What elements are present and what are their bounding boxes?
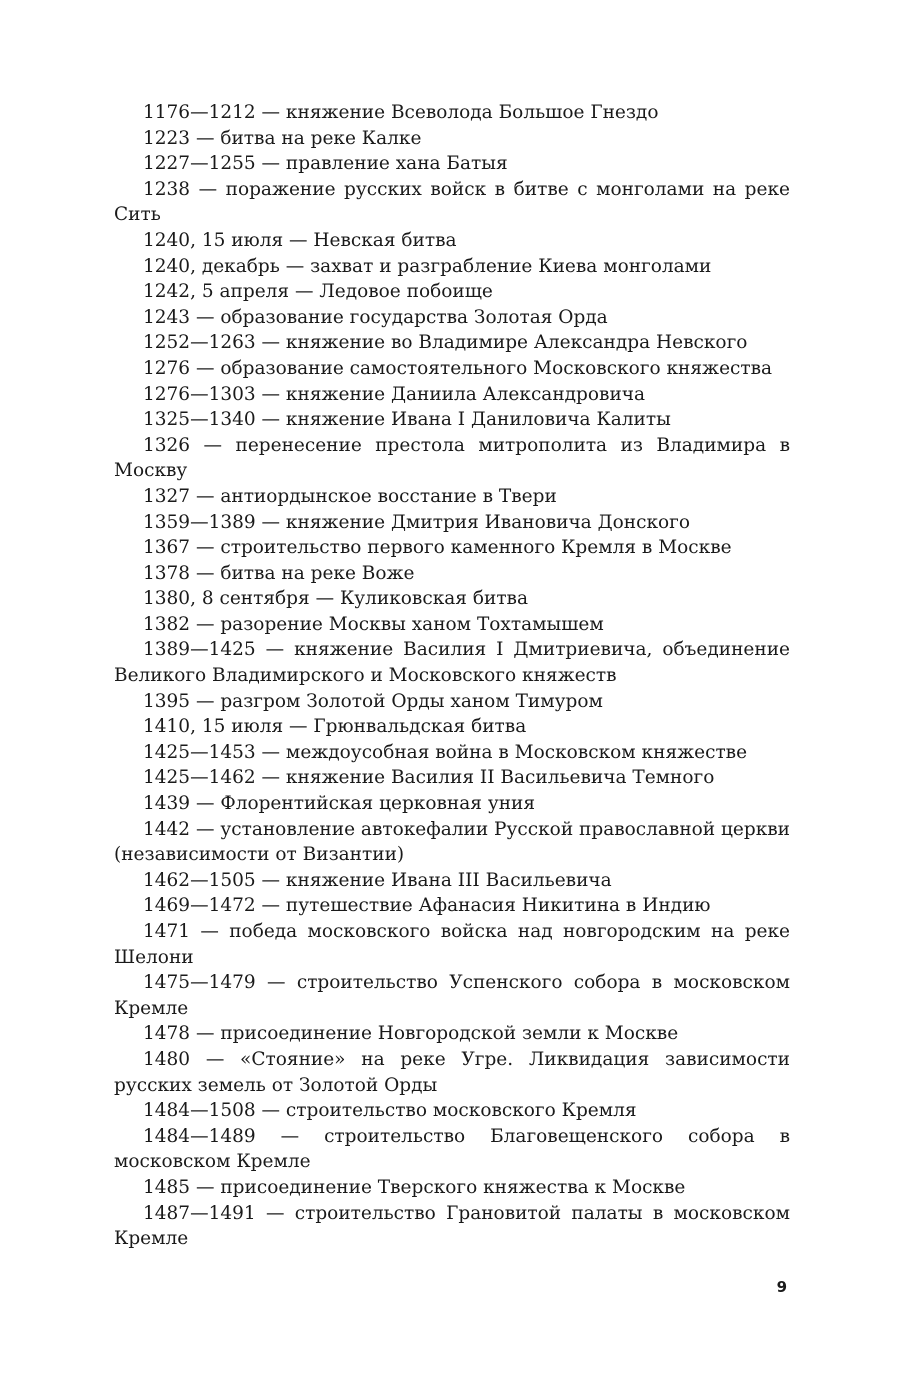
chronology-entry: 1240, декабрь — захват и разграбление Киева монголами [143, 255, 712, 277]
chronology-list [114, 100, 790, 1252]
chronology-entry: 1227—1255 — правление хана Батыя [143, 153, 508, 175]
chronology-entry: 1276—1303 — княжение Даниила Александровича [143, 383, 646, 405]
chronology-entry: 1223 — битва на реке Калке [143, 127, 422, 149]
chronology-entry: 1471 — победа московского войска над новгородским на реке Шелони [114, 921, 790, 968]
chronology-entry: 1484—1508 — строительство московского Кремля [143, 1100, 637, 1122]
chronology-entry: 1243 — образование государства Золотая Орда [143, 306, 608, 328]
chronology-entry: 1439 — Флорентийская церковная уния [143, 793, 536, 815]
chronology-entry: 1325—1340 — княжение Ивана I Даниловича Калиты [143, 409, 671, 431]
page-number: 9 [776, 1278, 787, 1296]
chronology-entry: 1425—1453 — междоусобная война в Московском княжестве [143, 741, 748, 763]
chronology-entry: 1326 — перенесение престола митрополита из Владимира в Москву [114, 434, 790, 482]
chronology-entry: 1176—1212 — княжение Всеволода Большое Гнездо [143, 102, 659, 123]
chronology-entry: 1478 — присоединение Новгородской земли к Москве [143, 1023, 679, 1045]
chronology-entry: 1395 — разгром Золотой Орды ханом Тимуром [143, 690, 603, 712]
chronology-entry: 1382 — разорение Москвы ханом Тохтамышем [143, 613, 604, 635]
chronology-entry: 1442 — установление автокефалии Русской православной церкви (независимости от Византии) [114, 818, 791, 866]
chronology-entry: 1367 — строительство первого каменного Кремля в Москве [143, 537, 732, 559]
chronology-entry: 1380, 8 сентября — Куликовская битва [143, 588, 529, 610]
chronology-entry: 1240, 15 июля — Невская битва [143, 229, 457, 251]
chronology-entry: 1252—1263 — княжение во Владимире Александра Невского [143, 332, 748, 354]
chronology-entry: 1487—1491 — строительство Грановитой палаты в московском Кремле [114, 1202, 790, 1250]
chronology-entry: 1475—1479 — строительство Успенского собора в московском Кремле [114, 972, 790, 1019]
chronology-entry: 1410, 15 июля — Грюнвальдская битва [143, 716, 527, 738]
chronology-entry: 1378 — битва на реке Воже [143, 562, 415, 584]
chronology-entry: 1238 — поражение русских войск в битве с монголами на реке Сить [114, 178, 790, 226]
chronology-entry: 1359—1389 — княжение Дмитрия Ивановича Донского [143, 511, 690, 533]
chronology-entry: 1425—1462 — княжение Василия II Васильевича Темного [143, 767, 715, 789]
chronology-entry: 1462—1505 — княжение Ивана III Васильевича [143, 869, 612, 891]
chronology-entry: 1327 — антиордынское восстание в Твери [143, 485, 557, 507]
chronology-entry: 1276 — образование самостоятельного Московского княжества [143, 357, 773, 379]
chronology-entry: 1485 — присоединение Тверского княжества к Москве [143, 1176, 686, 1198]
chronology-entry: 1242, 5 апреля — Ледовое побоище [143, 281, 493, 303]
chronology-entry: 1484—1489 — строительство Благовещенского собора в московском Кремле [114, 1125, 790, 1173]
chronology-entry: 1469—1472 — путешествие Афанасия Никитина в Индию [143, 895, 711, 917]
chronology-entry: 1389—1425 — княжение Василия I Дмитриевича, объединение Великого Владимирского и Московского княжеств [114, 639, 790, 687]
chronology-entry: 1480 — «Стояние» на реке Угре. Ликвидация зависимости русских земель от Золотой Орды [114, 1048, 790, 1096]
